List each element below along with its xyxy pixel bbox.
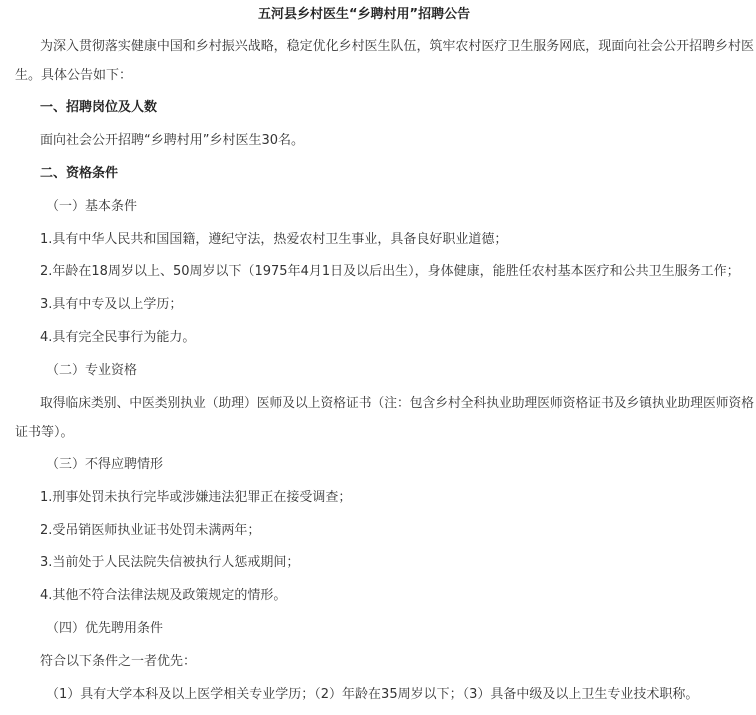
excluded-item: 1.刑事处罚未执行完毕或涉嫌违法犯罪正在接受调查； [40,490,352,505]
intro-paragraph-line1: 为深入贯彻落实健康中国和乡村振兴战略，稳定优化乡村医生队伍，筑牢农村医疗卫生服务网底，现面向社会公开招聘乡村医 [40,39,755,54]
excluded-subheading: （三）不得应聘情形 [46,457,164,472]
section2-heading: 二、资格条件 [40,166,119,181]
basic-condition-item: 2.年龄在18周岁以上、50周岁以下（1975年4月1日及以后出生），身体健康，能胜任农村基本医疗和公共卫生服务工作； [40,264,740,279]
professional-subheading: （二）专业资格 [46,363,138,378]
basic-condition-item: 4.具有完全民事行为能力。 [40,330,196,345]
basic-condition-item: 1.具有中华人民共和国国籍，遵纪守法，热爱农村卫生事业，具备良好职业道德； [40,232,508,247]
excluded-item: 3.当前处于人民法院失信被执行人惩戒期间； [40,555,300,570]
excluded-item: 4.其他不符合法律法规及政策规定的情形。 [40,588,287,603]
professional-text-line1: 取得临床类别、中医类别执业（助理）医师及以上资格证书（注：包含乡村全科执业助理医师资格证书及乡镇执业助理医师资格 [40,396,755,411]
section1-text: 面向社会公开招聘“乡聘村用”乡村医生30名。 [40,133,305,148]
section1-heading: 一、招聘岗位及人数 [40,100,158,115]
basic-condition-item: 3.具有中专及以上学历； [40,297,183,312]
priority-text: 符合以下条件之一者优先： [40,654,197,669]
excluded-item: 2.受吊销医师执业证书处罚未满两年； [40,523,261,538]
intro-paragraph-line2: 生。具体公告如下： [15,68,133,83]
priority-subheading: （四）优先聘用条件 [46,621,164,636]
priority-conditions: （1）具有大学本科及以上医学相关专业学历；（2）年龄在35周岁以下；（3）具备中级及以上卫生专业技术职称。 [46,687,699,702]
professional-text-line2: 证书等）。 [15,425,74,440]
basic-conditions-subheading: （一）基本条件 [46,199,138,214]
page-title: 五河县乡村医生“乡聘村用”招聘公告 [258,7,471,22]
